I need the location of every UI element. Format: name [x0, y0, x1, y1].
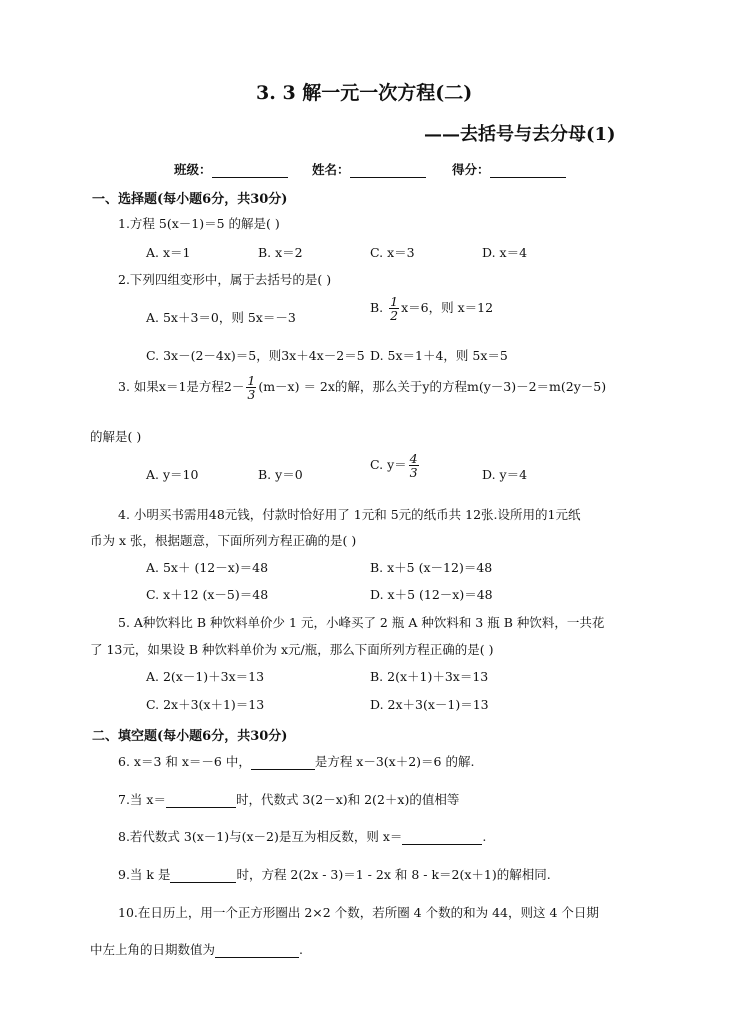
q1-option-c: C. x＝3 — [370, 245, 415, 260]
q7-text-b: 时，代数式 3(2－x)和 2(2＋x)的值相等 — [235, 792, 460, 807]
page-title: 3. 3 解一元一次方程(二) — [256, 82, 473, 104]
q1-option-b: B. x＝2 — [258, 245, 303, 260]
q3-frac-denominator: 3 — [247, 387, 256, 403]
q3-stem — [118, 374, 606, 401]
q6-text-b: 是方程 x－3(x＋2)＝6 的解. — [314, 754, 475, 769]
q5-option-b: B. 2(x＋1)＋3x＝13 — [370, 669, 489, 684]
q5-option-d: D. 2x＋3(x－1)＝13 — [370, 697, 489, 712]
q9-text-a: 9.当 k 是 — [118, 867, 171, 882]
q6-blank[interactable] — [251, 757, 315, 770]
q3-c-fraction — [409, 452, 419, 479]
q3-stem-c: 的解是( ) — [90, 429, 142, 444]
q3-c-prefix: C. y＝ — [370, 457, 407, 473]
q3-c-numerator: 4 — [409, 451, 418, 466]
q8-blank[interactable] — [402, 832, 482, 845]
q5-option-a: A. 2(x－1)＋3x＝13 — [146, 669, 265, 684]
q2-b-suffix: x＝6，则 x＝12 — [401, 300, 494, 316]
q4-line1: 4. 小明买书需用48元钱，付款时恰好用了 1元和 5元的纸币共 12张.设所用的1元纸 — [118, 507, 581, 522]
q3-option-c — [370, 452, 421, 479]
q2-option-d: D. 5x＝1＋4，则 5x＝5 — [370, 348, 508, 363]
score-label: 得分： — [452, 162, 490, 177]
q2-b-denominator: 2 — [390, 308, 399, 324]
q2-b-fraction — [389, 295, 399, 322]
q2-option-c: C. 3x－(2－4x)＝5，则3x＋4x－2＝5 — [146, 348, 365, 363]
q4-option-c: C. x＋12 (x－5)＝48 — [146, 587, 269, 602]
q1-option-d: D. x＝4 — [482, 245, 528, 260]
q10-text-a: 中左上角的日期数值为 — [90, 942, 216, 957]
q3-stem-a: 3. 如果x＝1是方程2－ — [118, 379, 245, 395]
q7 — [118, 790, 459, 808]
q3-stem-b: (m－x) ＝ 2x的解，那么关于y的方程m(y－3)－2＝m(2y－5) — [258, 379, 607, 395]
q3-option-d: D. y＝4 — [482, 467, 528, 482]
section2-heading: 二、填空题(每小题6分，共30分) — [92, 729, 288, 744]
q4-option-a: A. 5x＋ (12－x)＝48 — [146, 560, 269, 575]
q6-text-a: 6. x＝3 和 x＝－6 中， — [118, 754, 251, 769]
q10-line1: 10.在日历上，用一个正方形圈出 2×2 个数，若所圈 4 个数的和为 44，则这 4 个日期 — [118, 905, 599, 920]
q2-b-prefix: B. — [370, 300, 384, 316]
section1-heading: 一、选择题(每小题6分，共30分) — [92, 192, 288, 207]
q8-text-a: 8.若代数式 3(x－1)与(x－2)是互为相反数，则 x＝ — [118, 829, 403, 844]
q2-option-b — [370, 295, 493, 322]
class-label: 班级： — [174, 162, 212, 177]
q5-line1: 5. A种饮料比 B 种饮料单价少 1 元，小峰买了 2 瓶 A 种饮料和 3 瓶 B 种饮料，一共花 — [118, 615, 605, 630]
q9-text-b: 时，方程 2(2x - 3)＝1 - 2x 和 8 - k＝2(x＋1)的解相同. — [236, 867, 551, 882]
q3-c-denominator: 3 — [409, 465, 418, 481]
q8 — [118, 827, 486, 845]
q2-stem: 2.下列四组变形中，属于去括号的是( ) — [118, 272, 332, 287]
q3-fraction — [246, 374, 256, 401]
score-field — [452, 160, 566, 178]
name-blank[interactable] — [350, 165, 426, 178]
q4-line2: 币为 x 张，根据题意，下面所列方程正确的是( ) — [90, 533, 357, 548]
name-label: 姓名： — [312, 162, 350, 177]
q3-option-a: A. y＝10 — [146, 467, 199, 482]
score-blank[interactable] — [490, 165, 566, 178]
q1-option-a: A. x＝1 — [146, 245, 191, 260]
q6 — [118, 752, 474, 770]
q10-text-b: . — [299, 942, 303, 957]
q9-blank[interactable] — [170, 870, 236, 883]
q5-line2: 了 13元，如果设 B 种饮料单价为 x元/瓶，那么下面所列方程正确的是( ) — [90, 642, 494, 657]
q10-line2 — [90, 940, 303, 958]
q10-blank[interactable] — [215, 945, 299, 958]
name-field — [312, 160, 426, 178]
q2-b-numerator: 1 — [390, 294, 399, 309]
q5-option-c: C. 2x＋3(x＋1)＝13 — [146, 697, 265, 712]
q4-option-d: D. x＋5 (12－x)＝48 — [370, 587, 493, 602]
q7-text-a: 7.当 x＝ — [118, 792, 166, 807]
page-subtitle: ——去括号与去分母(1) — [424, 124, 616, 145]
q3-frac-numerator: 1 — [247, 373, 256, 388]
q3-option-b: B. y＝0 — [258, 467, 303, 482]
class-field — [174, 160, 288, 178]
q4-option-b: B. x＋5 (x－12)＝48 — [370, 560, 493, 575]
q7-blank[interactable] — [166, 795, 236, 808]
q1-stem: 1.方程 5(x－1)＝5 的解是( ) — [118, 216, 280, 231]
q8-text-b: . — [482, 829, 487, 844]
q9 — [118, 865, 551, 883]
q2-option-a: A. 5x＋3＝0，则 5x＝－3 — [146, 310, 296, 325]
class-blank[interactable] — [212, 165, 288, 178]
